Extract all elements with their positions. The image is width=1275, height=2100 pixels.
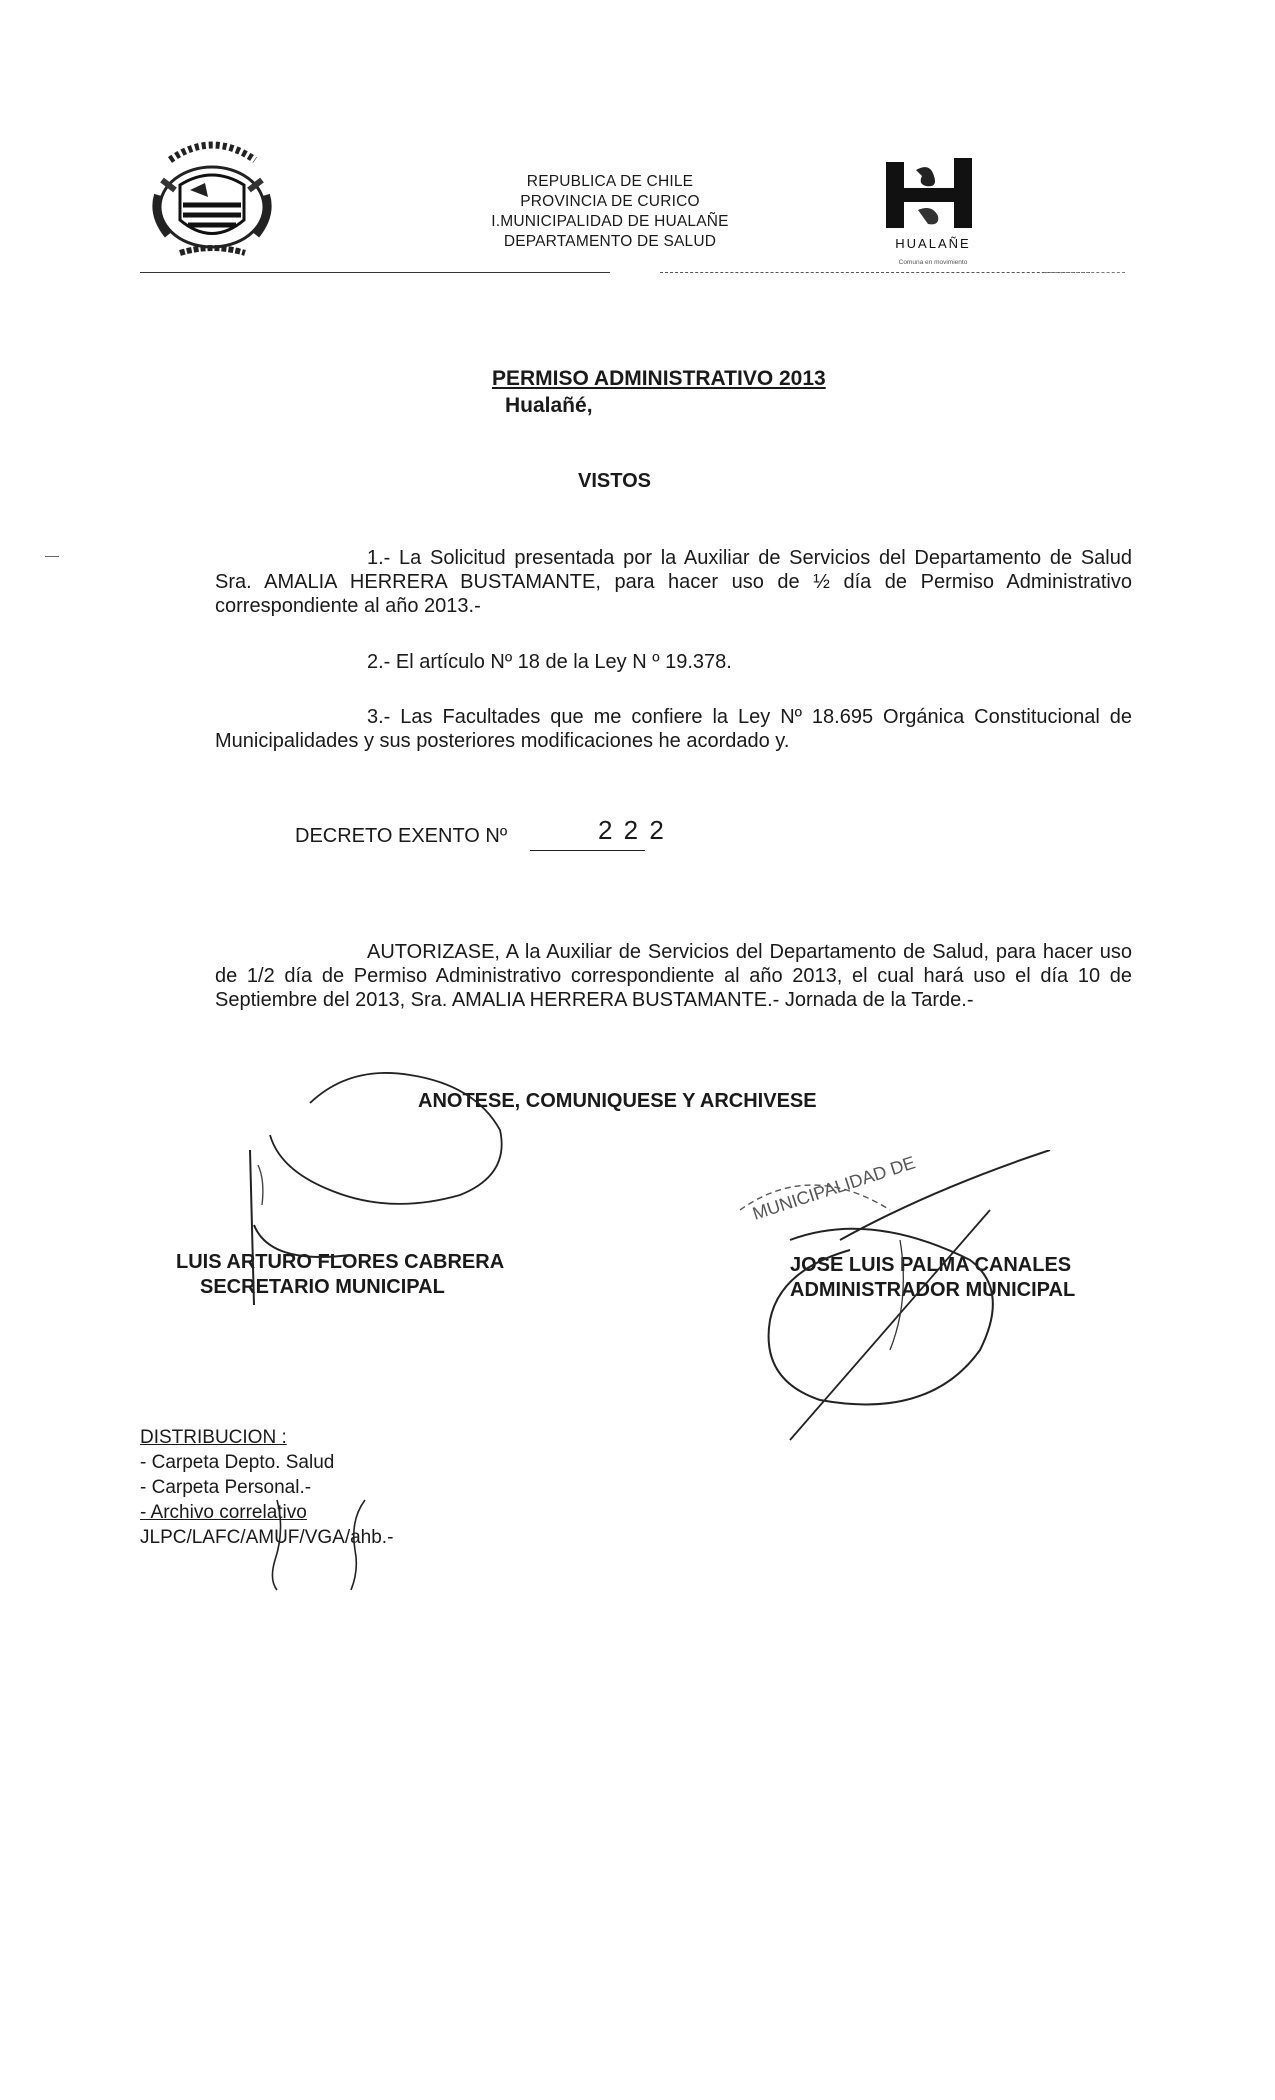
municipal-coat-of-arms-logo <box>150 135 275 270</box>
handwritten-initials <box>255 1490 395 1600</box>
header-rule <box>1045 272 1125 273</box>
closing-formula: ANOTESE, COMUNIQUESE Y ARCHIVESE <box>418 1090 817 1112</box>
letterhead-line-country: REPUBLICA DE CHILE <box>526 173 694 190</box>
signatory-name: LUIS ARTURO FLORES CABRERA <box>176 1251 505 1273</box>
vistos-heading: VISTOS <box>578 470 651 492</box>
header-rule <box>140 272 610 273</box>
letterhead-line-municipality: I.MUNICIPALIDAD DE HUALAÑE <box>491 213 729 230</box>
visto-paragraph-1: 1.- La Solicitud presentada por la Auxiliar de Servicios del Departamento de Salud Sra. AMALIA HERRERA BUSTAMANTE, para hacer uso de ½ día de Permiso Administrativo correspondiente al año 2013.- <box>215 547 1132 617</box>
decreto-number-underline <box>530 850 645 851</box>
margin-mark <box>45 556 59 557</box>
svg-text:HUALAÑE: HUALAÑE <box>895 236 971 251</box>
svg-text:Comuna en movimiento: Comuna en movimiento <box>898 259 968 266</box>
distribution-item: - Carpeta Depto. Salud <box>140 1452 335 1473</box>
letterhead-line-province: PROVINCIA DE CURICO <box>520 193 700 210</box>
letterhead <box>430 172 790 252</box>
hualane-commune-logo <box>878 152 988 274</box>
decreto-label: DECRETO EXENTO Nº <box>295 825 508 847</box>
distribution-initials: JLPC/LAFC/AMUF/VGA/ahb.- <box>140 1527 394 1548</box>
signatory-name: JOSE LUIS PALMA CANALES <box>790 1254 1072 1276</box>
handwritten-signature-secretary <box>240 1065 540 1335</box>
distribution-item: - Carpeta Personal.- <box>140 1477 312 1498</box>
distribution-heading: DISTRIBUCION : <box>140 1427 287 1448</box>
signatory-role: SECRETARIO MUNICIPAL <box>200 1276 445 1298</box>
stamp-text: MUNICIPALIDAD DE <box>750 1152 918 1224</box>
decreto-number: 2 2 2 <box>598 815 666 845</box>
place-line: Hualañé, <box>505 394 593 417</box>
handwritten-signature-administrator <box>700 1150 1080 1450</box>
distribution-item: - Archivo correlativo <box>140 1502 307 1523</box>
visto-paragraph-3: 3.- Las Facultades que me confiere la Ley Nº 18.695 Orgánica Constitucional de Municipalidades y sus posteriores modificaciones he acordado y. <box>215 706 1132 752</box>
letterhead-line-department: DEPARTAMENTO DE SALUD <box>503 233 717 250</box>
document-title: PERMISO ADMINISTRATIVO 2013 <box>492 367 826 390</box>
signatory-role: ADMINISTRADOR MUNICIPAL <box>790 1279 1076 1301</box>
resolution-paragraph: AUTORIZASE, A la Auxiliar de Servicios del Departamento de Salud, para hacer uso de 1/2 día de Permiso Administrativo correspondiente al año 2013, el cual hará uso el día 10 de Septiembre del 2013, Sra. AMALIA HERRERA BUSTAMANTE.- Jornada de la Tarde.- <box>215 941 1132 1011</box>
header-rule <box>660 272 1090 273</box>
visto-paragraph-2: 2.- El artículo Nº 18 de la Ley N º 19.378. <box>367 651 732 673</box>
